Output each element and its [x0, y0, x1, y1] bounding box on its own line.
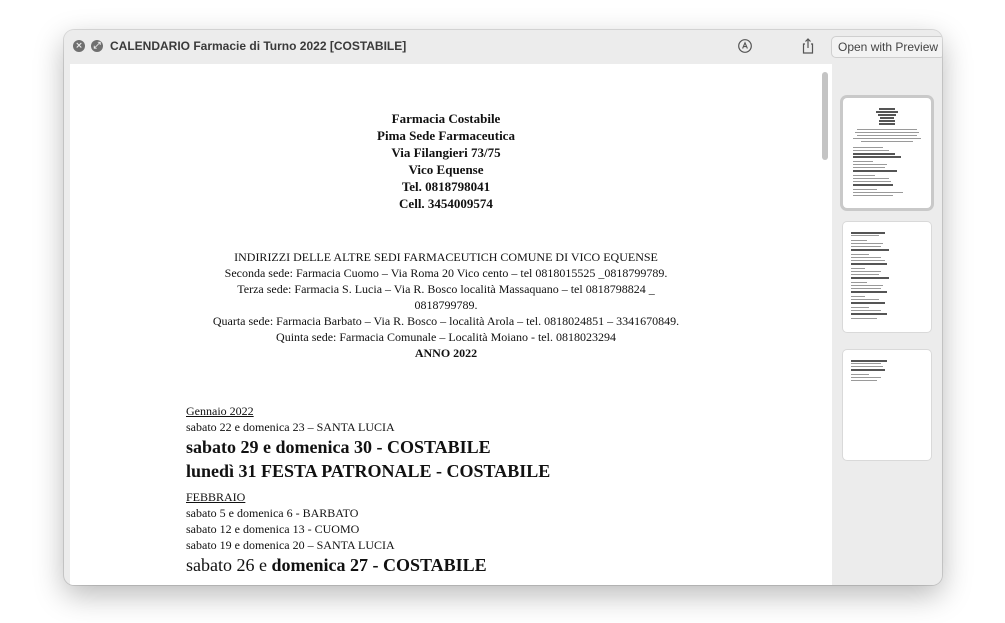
address-terza: Terza sede: Farmacia S. Lucia – Via R. Bosco località Massaquano – tel 0818798824 _	[237, 282, 655, 296]
header-line: Farmacia Costabile	[391, 111, 501, 126]
markup-icon[interactable]	[736, 37, 754, 55]
calendar	[186, 403, 806, 577]
header-line: Cell. 3454009574	[399, 196, 493, 211]
list-item: sabato 29 e domenica 30 - COSTABILE	[186, 437, 491, 457]
year-label: ANNO 2022	[414, 346, 478, 360]
share-icon[interactable]	[799, 37, 817, 55]
header-line: Via Filangieri 73/75	[391, 145, 501, 160]
page-thumbnail-2[interactable]	[843, 222, 931, 332]
pharmacy-header	[70, 110, 822, 212]
page-thumbnail-3[interactable]	[843, 350, 931, 460]
title-bar	[64, 30, 942, 62]
header-line: Pima Sede Farmaceutica	[377, 128, 515, 143]
fullscreen-icon[interactable]: ⤢	[91, 40, 103, 52]
list-item: sabato 19 e domenica 20 – SANTA LUCIA	[186, 538, 395, 552]
thumbnail-sidebar	[835, 64, 942, 585]
address-terza-cont: 0818799789.	[414, 298, 478, 312]
address-quarta: Quarta sede: Farmacia Barbato – Via R. Bosco – località Arola – tel. 0818024851 – 3341670849.	[212, 314, 680, 328]
addresses-heading: INDIRIZZI DELLE ALTRE SEDI FARMACEUTICH COMUNE DI VICO EQUENSE	[234, 250, 658, 264]
document-page[interactable]	[70, 64, 832, 585]
address-seconda: Seconda sede: Farmacia Cuomo – Via Roma 20 Vico cento – tel 0818015525 _0818799789.	[224, 266, 668, 280]
scrollbar-thumb[interactable]	[822, 72, 828, 160]
page-thumbnail-1[interactable]	[843, 98, 931, 208]
list-item-part: sabato 26 e	[186, 555, 272, 575]
list-item-part: domenica 27 - COSTABILE	[271, 555, 487, 575]
list-item: lunedì 31 FESTA PATRONALE - COSTABILE	[186, 461, 551, 481]
other-pharmacies	[70, 249, 822, 361]
month-heading: FEBBRAIO	[186, 490, 246, 504]
month-heading: Gennaio 2022	[186, 404, 254, 418]
open-with-preview-button[interactable]: Open with Preview	[831, 36, 942, 58]
list-item: sabato 5 e domenica 6 - BARBATO	[186, 506, 359, 520]
header-line: Vico Equense	[408, 162, 484, 177]
header-line: Tel. 0818798041	[401, 179, 491, 194]
address-quinta: Quinta sede: Farmacia Comunale – Località Moiano - tel. 0818023294	[276, 330, 616, 344]
close-icon[interactable]: ×	[73, 40, 85, 52]
list-item	[186, 553, 806, 577]
list-item: sabato 12 e domenica 13 - CUOMO	[186, 522, 360, 536]
window-title: CALENDARIO Farmacie di Turno 2022 [COSTABILE]	[110, 39, 407, 53]
preview-window	[64, 30, 942, 585]
list-item: sabato 22 e domenica 23 – SANTA LUCIA	[186, 420, 395, 434]
